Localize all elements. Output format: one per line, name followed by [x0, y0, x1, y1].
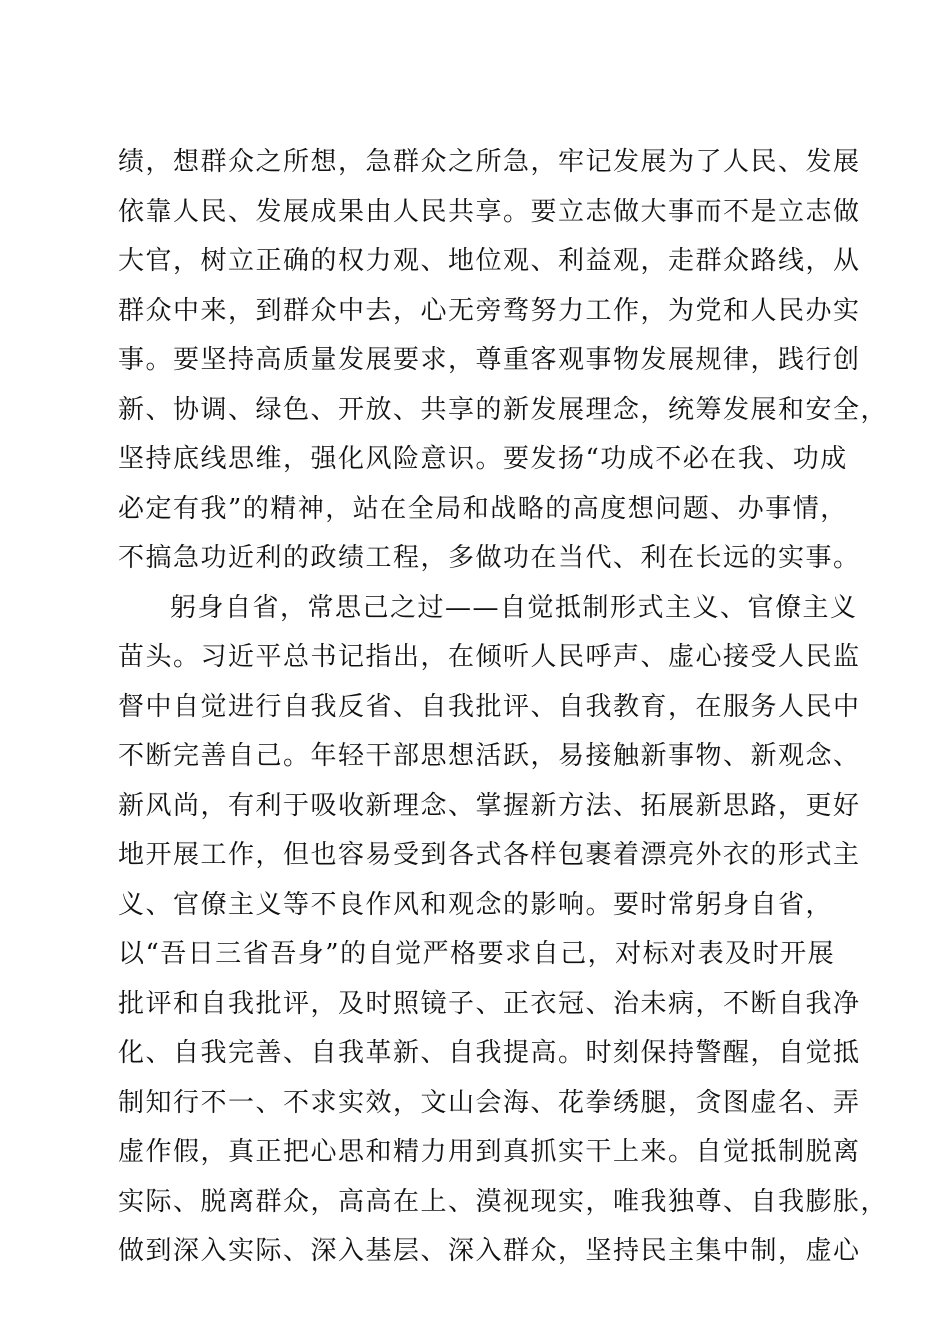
text-line: 做到深入实际、深入基层、深入群众，坚持民主集中制，虚心	[118, 1236, 861, 1266]
text-line: 不搞急功近利的政绩工程，多做功在当代、利在长远的实事。	[118, 543, 861, 573]
text-line: 新、协调、绿色、开放、共享的新发展理念，统筹发展和安全，	[118, 394, 889, 425]
paragraph-heading-line: 躬身自省，常思己之过——自觉抵制形式主义、官僚主义	[170, 592, 858, 623]
text-line: 制知行不一、不求实效，文山会海、花拳绣腿，贪图虚名、弄	[118, 1087, 861, 1118]
text-line: 地开展工作，但也容易受到各式各样包裹着漂亮外衣的形式主	[118, 840, 861, 870]
text-line: 大官，树立正确的权力观、地位观、利益观，走群众路线，从	[118, 246, 861, 276]
text-line: 依靠人民、发展成果由人民共享。要立志做大事而不是立志做	[118, 196, 861, 227]
text-line: 新风尚，有利于吸收新理念、掌握新方法、拓展新思路，更好	[118, 790, 861, 821]
text-line: 群众中来，到群众中去，心无旁骛努力工作，为党和人民办实	[118, 295, 861, 326]
text-line: 不断完善自己。年轻干部思想活跃，易接触新事物、新观念、	[118, 741, 861, 771]
text-line: 义、官僚主义等不良作风和观念的影响。要时常躬身自省，	[118, 889, 834, 920]
body-text	[118, 138, 889, 1277]
text-line: 督中自觉进行自我反省、自我批评、自我教育，在服务人民中	[118, 691, 861, 722]
text-line: 苗头。习近平总书记指出，在倾听人民呼声、虚心接受人民监	[118, 642, 861, 672]
text-line: 事。要坚持高质量发展要求，尊重客观事物发展规律，践行创	[118, 345, 861, 375]
text-line: 必定有我”的精神，站在全局和战略的高度想问题、办事情，	[118, 493, 848, 524]
text-line: 以“吾日三省吾身”的自觉严格要求自己，对标对表及时开展	[118, 939, 836, 969]
text-line: 虚作假，真正把心思和精力用到真抓实干上来。自觉抵制脱离	[118, 1137, 861, 1167]
text-line: 批评和自我批评，及时照镜子、正衣冠、治未病，不断自我净	[118, 988, 861, 1019]
text-line: 化、自我完善、自我革新、自我提高。时刻保持警醒，自觉抵	[118, 1038, 861, 1068]
text-line: 实际、脱离群众，高高在上、漠视现实，唯我独尊、自我膨胀，	[118, 1186, 889, 1217]
text-line: 绩，想群众之所想，急群众之所急，牢记发展为了人民、发展	[118, 147, 861, 177]
text-line: 坚持底线思维，强化风险意识。要发扬“功成不必在我、功成	[118, 444, 848, 474]
